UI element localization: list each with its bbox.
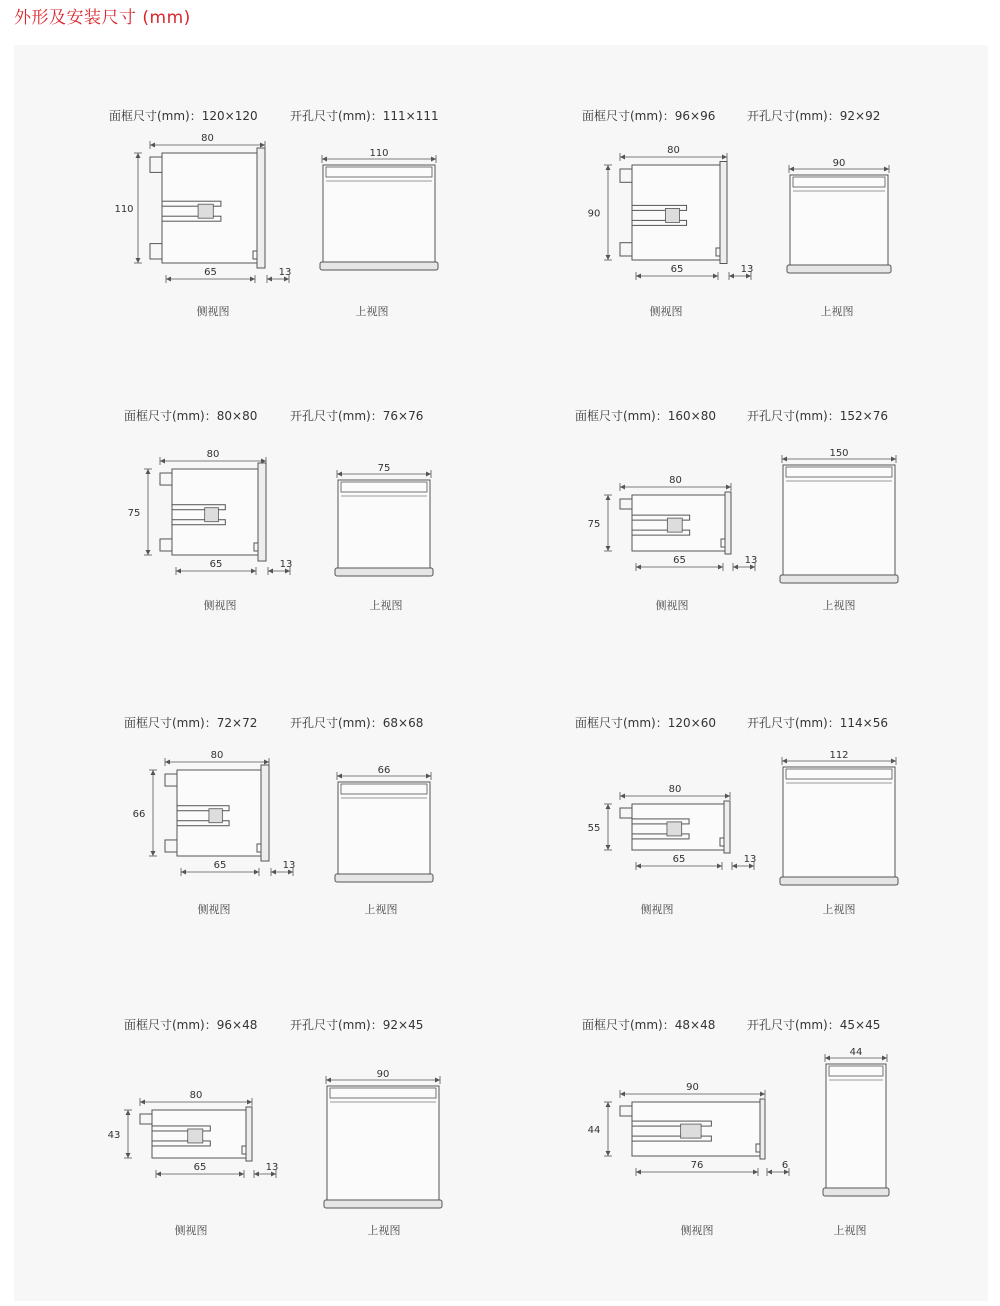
top-view-drawing: [817, 1046, 897, 1196]
face-size-value: 160×80: [667, 409, 716, 423]
length-dimension-label: 90: [686, 1082, 699, 1093]
front-bezel: [335, 874, 433, 882]
side-view-drawing: [114, 449, 314, 589]
page-title: 外形及安装尺寸 (mm): [14, 8, 191, 28]
cutout-size-spec: 开孔尺寸(mm)：114×56: [747, 716, 888, 730]
cutout-size-value: 68×68: [382, 716, 424, 730]
terminal-block: [140, 1114, 152, 1124]
height-dimension-label: 55: [587, 823, 601, 834]
width-dimension-label: 150: [829, 448, 849, 459]
body-depth-dimension-label: 65: [193, 1162, 207, 1173]
cutout-size-value: 76×76: [382, 409, 424, 423]
spec-block-5: [104, 714, 544, 964]
side-view-caption: 侧视图: [640, 903, 674, 916]
cutout-size-value: 45×45: [839, 1018, 881, 1032]
face-size-value: 72×72: [216, 716, 258, 730]
spec-block-4: [569, 407, 1000, 657]
spec-block-3: [104, 407, 544, 657]
width-dimension-label: 90: [832, 158, 846, 169]
cutout-size-spec: 开孔尺寸(mm)：111×111: [290, 109, 439, 123]
width-dimension-label: 112: [829, 750, 849, 761]
length-dimension-label: 80: [201, 133, 214, 144]
side-view-drawing: [574, 145, 774, 285]
top-view-caption: 上视图: [355, 305, 389, 318]
front-bezel: [324, 1200, 442, 1208]
top-view-caption: 上视图: [364, 903, 398, 916]
side-view-caption: 侧视图: [680, 1224, 714, 1237]
height-dimension-label: 66: [132, 809, 146, 820]
body-depth-dimension-label: 65: [672, 854, 686, 865]
cutout-size-value: 114×56: [839, 716, 888, 730]
side-view-caption: 侧视图: [196, 305, 230, 318]
height-dimension-arrow: [604, 495, 612, 551]
width-dimension-label: 44: [849, 1047, 863, 1058]
front-frame: [257, 148, 265, 268]
terminal-block: [165, 774, 177, 786]
face-size-value: 96×96: [674, 109, 716, 123]
cutout-size-spec: 开孔尺寸(mm)：45×45: [747, 1018, 881, 1032]
side-view-drawing: [94, 1090, 294, 1200]
front-bezel: [320, 262, 438, 270]
face-size-value: 120×120: [201, 109, 258, 123]
clip-screw: [198, 204, 213, 218]
instrument-top-body: [783, 767, 895, 877]
terminal-block: [165, 840, 177, 852]
face-size-value: 120×60: [667, 716, 716, 730]
width-dimension-label: 75: [377, 463, 391, 474]
height-dimension-arrow: [604, 1102, 612, 1156]
length-dimension-label: 80: [210, 750, 224, 761]
terminal-block: [150, 157, 162, 172]
spec-block-7: [104, 1016, 544, 1266]
top-view-drawing: [774, 447, 914, 577]
height-dimension-arrow: [604, 165, 612, 260]
body-depth-dimension-label: 65: [670, 264, 684, 275]
width-dimension-label: 90: [376, 1069, 390, 1080]
height-dimension-arrow: [144, 469, 152, 555]
instrument-top-body: [826, 1064, 886, 1188]
side-view-drawing: [104, 133, 304, 283]
spec-block-1: [104, 107, 544, 357]
front-frame: [725, 492, 731, 554]
height-dimension-label: 90: [587, 208, 601, 220]
top-view-caption: 上视图: [822, 903, 856, 916]
instrument-top-body: [338, 480, 430, 568]
panel-thickness-dimension-label: 13: [740, 264, 754, 275]
side-view-caption: 侧视图: [174, 1224, 208, 1237]
top-view-drawing: [318, 1068, 448, 1198]
top-view-drawing: [329, 764, 439, 884]
top-view-caption: 上视图: [820, 305, 854, 318]
length-dimension-label: 80: [189, 1090, 203, 1101]
instrument-top-body: [783, 465, 895, 575]
front-bezel: [335, 568, 433, 576]
height-dimension-arrow: [124, 1110, 132, 1158]
length-dimension-label: 80: [206, 449, 220, 460]
top-view-caption: 上视图: [822, 599, 856, 612]
height-dimension-arrow: [149, 770, 157, 856]
instrument-top-body: [323, 165, 435, 262]
front-frame: [261, 765, 269, 861]
face-size-value: 96×48: [216, 1018, 258, 1032]
terminal-block: [620, 243, 632, 256]
spec-block-2: [569, 107, 1000, 357]
cutout-size-value: 92×45: [382, 1018, 424, 1032]
front-frame: [246, 1107, 252, 1161]
dimensions-panel: [14, 45, 988, 1301]
instrument-top-body: [790, 175, 888, 265]
top-view-drawing: [774, 749, 914, 879]
width-dimension-label: 110: [369, 148, 389, 159]
height-dimension-label: 43: [107, 1130, 121, 1141]
cutout-size-spec: 开孔尺寸(mm)：92×92: [747, 109, 881, 123]
length-dimension-label: 80: [669, 475, 682, 486]
side-view-drawing: [574, 1082, 804, 1202]
top-view-drawing: [781, 157, 911, 277]
face-size-spec: 面框尺寸(mm)：160×80: [575, 409, 716, 423]
top-view-caption: 上视图: [367, 1224, 401, 1237]
length-dimension-label: 80: [668, 784, 682, 795]
height-dimension-arrow: [134, 153, 142, 263]
spec-block-6: [569, 714, 1000, 964]
top-view-drawing: [314, 147, 454, 277]
side-view-drawing: [574, 784, 774, 894]
side-view-caption: 侧视图: [655, 599, 689, 612]
panel-thickness-dimension-label: 13: [282, 860, 296, 871]
terminal-block: [620, 808, 632, 818]
panel-thickness-dimension-label: 13: [265, 1162, 279, 1173]
cutout-size-spec: 开孔尺寸(mm)：152×76: [747, 409, 888, 423]
side-view-caption: 侧视图: [203, 599, 237, 612]
terminal-block: [160, 473, 172, 485]
side-view-caption: 侧视图: [197, 903, 231, 916]
cutout-size-value: 152×76: [839, 409, 888, 423]
height-dimension-label: 110: [114, 204, 134, 215]
panel-thickness-dimension-label: 13: [279, 559, 293, 570]
clip-screw: [681, 1124, 701, 1138]
terminal-block: [160, 539, 172, 551]
top-view-drawing: [329, 462, 439, 582]
front-frame: [720, 162, 727, 264]
face-size-spec: 面框尺寸(mm)：120×60: [575, 716, 716, 730]
face-size-value: 48×48: [674, 1018, 716, 1032]
panel-thickness-dimension-label: 6: [781, 1160, 789, 1171]
face-size-spec: 面框尺寸(mm)：48×48: [582, 1018, 716, 1032]
front-frame: [760, 1099, 765, 1159]
face-size-spec: 面框尺寸(mm)：96×48: [124, 1018, 258, 1032]
side-view-drawing: [574, 475, 774, 585]
face-size-spec: 面框尺寸(mm)：72×72: [124, 716, 258, 730]
face-size-value: 80×80: [216, 409, 258, 423]
clip-screw: [667, 518, 682, 532]
spec-block-8: [569, 1016, 1000, 1266]
body-depth-dimension-label: 76: [690, 1160, 704, 1171]
body-depth-dimension-label: 65: [209, 559, 223, 570]
top-view-caption: 上视图: [369, 599, 403, 612]
clip-screw: [205, 508, 219, 522]
cutout-size-spec: 开孔尺寸(mm)：76×76: [290, 409, 424, 423]
cutout-size-spec: 开孔尺寸(mm)：68×68: [290, 716, 424, 730]
clip-screw: [209, 809, 222, 823]
terminal-block: [620, 499, 632, 509]
front-bezel: [823, 1188, 889, 1196]
body-depth-dimension-label: 65: [204, 267, 217, 278]
panel-thickness-dimension-label: 13: [278, 267, 292, 278]
side-view-drawing: [119, 750, 319, 890]
front-bezel: [787, 265, 891, 273]
instrument-top-body: [327, 1086, 439, 1200]
cutout-size-value: 111×111: [382, 109, 439, 123]
top-view-caption: 上视图: [833, 1224, 867, 1237]
clip-screw: [665, 208, 679, 222]
height-dimension-label: 44: [587, 1125, 601, 1136]
front-bezel: [780, 575, 898, 583]
length-dimension-label: 80: [667, 145, 680, 156]
cutout-size-value: 92×92: [839, 109, 881, 123]
height-dimension-label: 75: [127, 508, 141, 519]
front-frame: [258, 463, 266, 561]
side-view-caption: 侧视图: [649, 305, 683, 318]
panel-thickness-dimension-label: 13: [744, 555, 758, 566]
cutout-size-spec: 开孔尺寸(mm)：92×45: [290, 1018, 424, 1032]
width-dimension-label: 66: [377, 765, 391, 776]
body-depth-dimension-label: 65: [673, 555, 686, 566]
panel-thickness-dimension-label: 13: [743, 854, 757, 865]
body-depth-dimension-label: 65: [213, 860, 227, 871]
terminal-block: [620, 1106, 632, 1116]
face-size-spec: 面框尺寸(mm)：80×80: [124, 409, 258, 423]
clip-screw: [667, 822, 682, 836]
terminal-block: [150, 244, 162, 259]
height-dimension-arrow: [604, 804, 612, 850]
clip-screw: [188, 1129, 203, 1143]
front-frame: [724, 801, 730, 853]
height-dimension-label: 75: [587, 519, 601, 530]
instrument-top-body: [338, 782, 430, 874]
terminal-block: [620, 169, 632, 182]
front-bezel: [780, 877, 898, 885]
face-size-spec: 面框尺寸(mm)：120×120: [109, 109, 258, 123]
face-size-spec: 面框尺寸(mm)：96×96: [582, 109, 716, 123]
